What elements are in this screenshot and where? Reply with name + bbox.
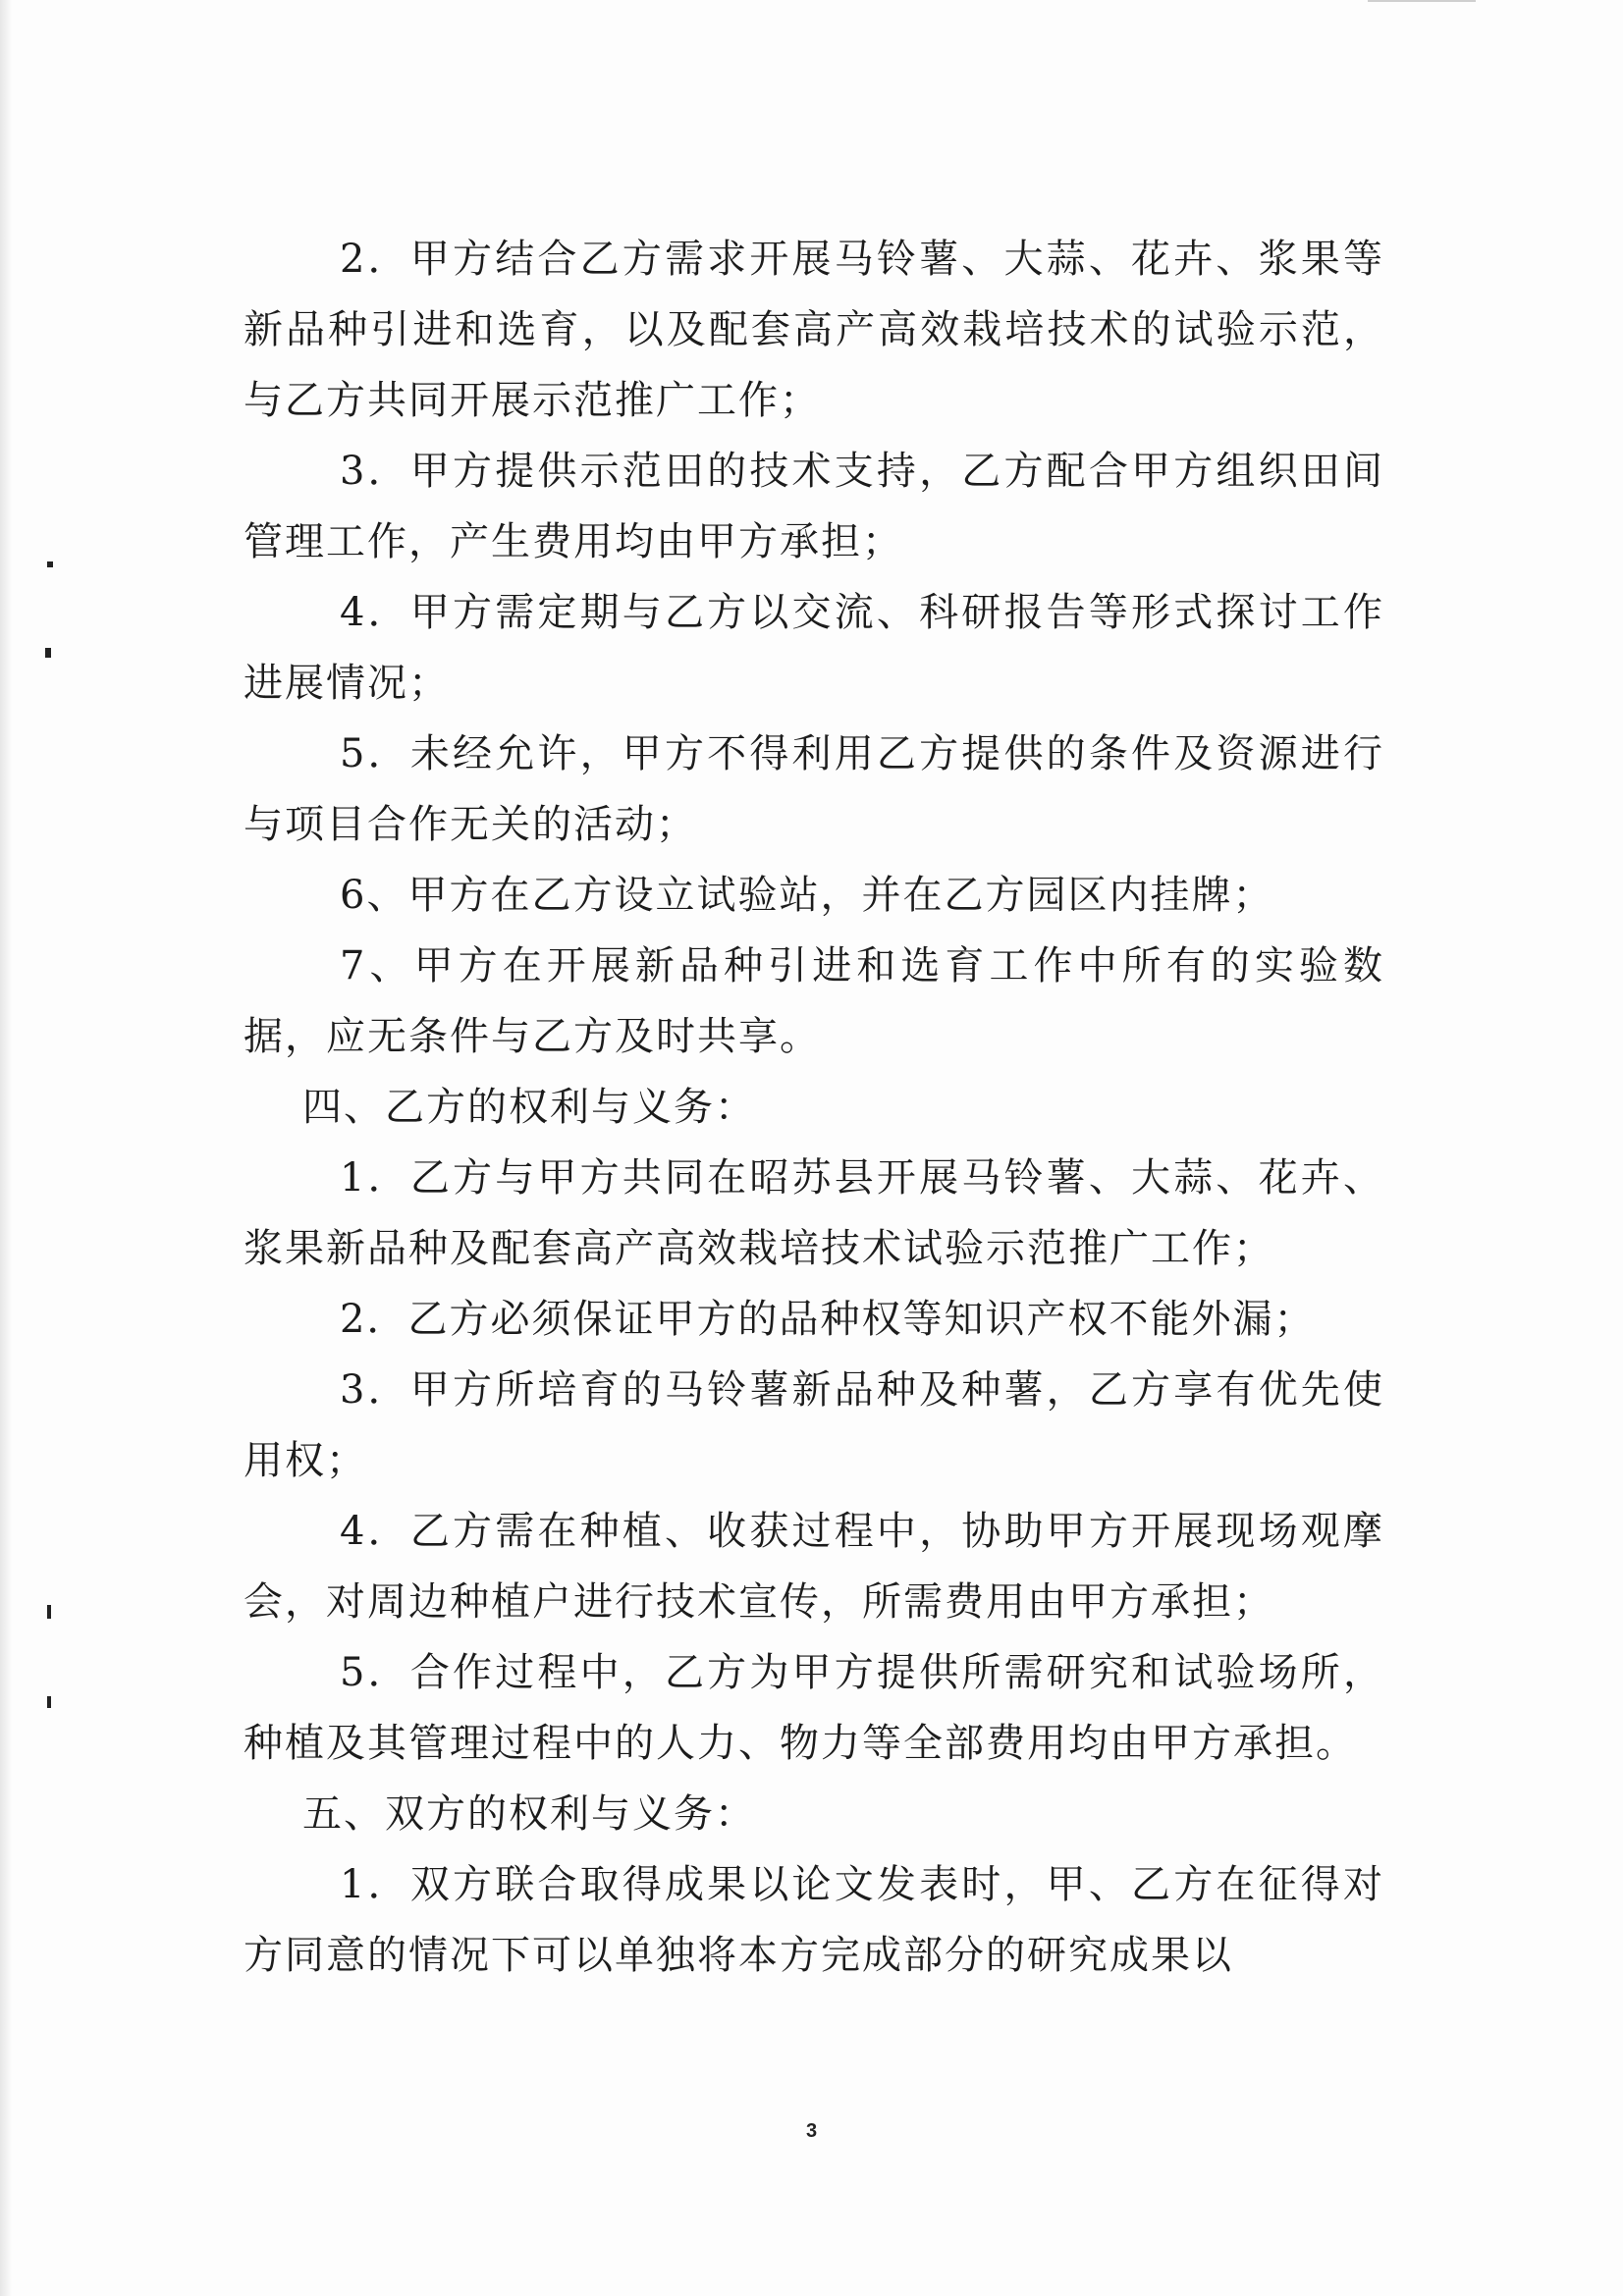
clause-paragraph: 7、甲方在开展新品种引进和选育工作中所有的实验数据，应无条件与乙方及时共享。: [243, 943, 1384, 1059]
document-body: [243, 224, 1384, 1991]
clause-paragraph: 3．甲方提供示范田的技术支持，乙方配合甲方组织田间管理工作，产生费用均由甲方承担；: [243, 449, 1384, 564]
binding-mark: [47, 561, 53, 567]
clause-paragraph: 5．未经允许，甲方不得利用乙方提供的条件及资源进行与项目合作无关的活动；: [243, 731, 1384, 847]
binding-mark: [47, 1696, 51, 1708]
section-heading: 五、双方的权利与义务：: [302, 1791, 756, 1837]
scan-artifact-line: [1368, 0, 1476, 2]
page-number: 3: [805, 2120, 818, 2142]
clause-paragraph: 6、甲方在乙方设立试验站，并在乙方园区内挂牌；: [340, 873, 1274, 918]
clause-paragraph: 2．甲方结合乙方需求开展马铃薯、大蒜、花卉、浆果等新品种引进和选育，以及配套高产高效栽培技术的试验示范，与乙方共同开展示范推广工作；: [243, 237, 1384, 423]
section-heading: 四、乙方的权利与义务：: [302, 1085, 756, 1130]
clause-paragraph: 2．乙方必须保证甲方的品种权等知识产权不能外漏；: [340, 1297, 1316, 1342]
scan-edge-shadow: [0, 0, 12, 2296]
clause-paragraph: 1．双方联合取得成果以论文发表时，甲、乙方在征得对方同意的情况下可以单独将本方完成部分的研究成果以: [243, 1862, 1384, 1978]
clause-paragraph: 3．甲方所培育的马铃薯新品种及种薯，乙方享有优先使用权；: [243, 1367, 1384, 1483]
binding-mark: [47, 1605, 51, 1619]
clause-paragraph: 5．合作过程中，乙方为甲方提供所需研究和试验场所，种植及其管理过程中的人力、物力等全部费用均由甲方承担。: [243, 1650, 1384, 1766]
clause-paragraph: 4．乙方需在种植、收获过程中，协助甲方开展现场观摩会，对周边种植户进行技术宣传，所需费用由甲方承担；: [243, 1509, 1384, 1625]
binding-mark: [45, 648, 51, 658]
clause-paragraph: 4．甲方需定期与乙方以交流、科研报告等形式探讨工作进展情况；: [243, 590, 1384, 706]
clause-paragraph: 1．乙方与甲方共同在昭苏县开展马铃薯、大蒜、花卉、浆果新品种及配套高产高效栽培技术试验示范推广工作；: [243, 1155, 1384, 1271]
